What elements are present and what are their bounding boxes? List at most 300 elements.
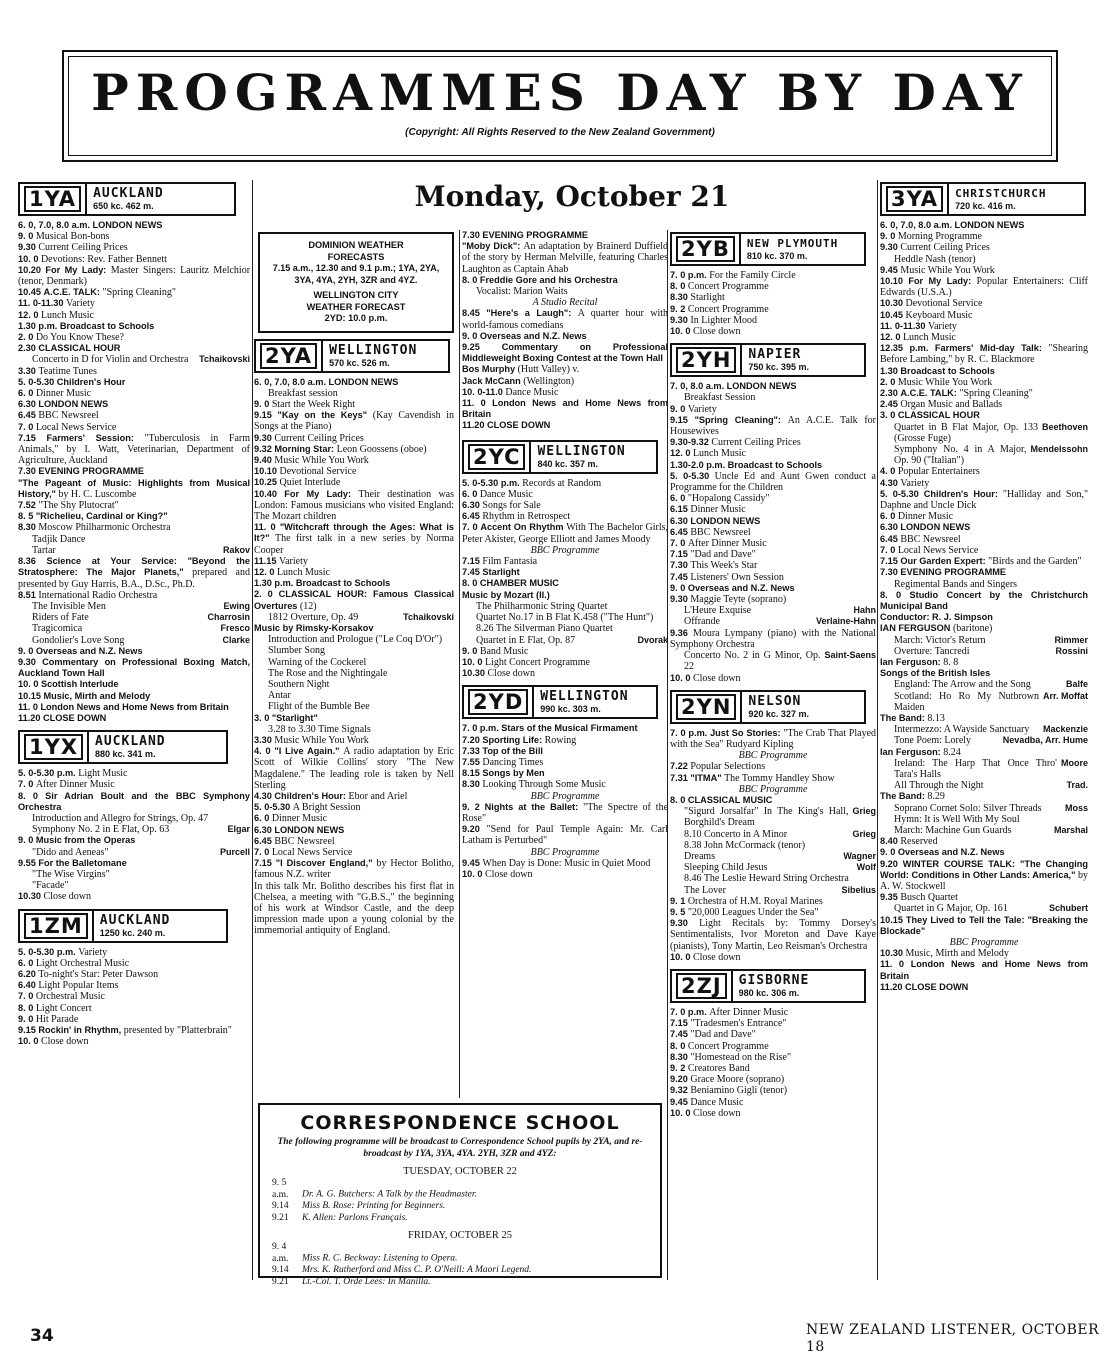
- listing-detail: Current Ceiling Prices: [38, 242, 128, 254]
- listing-entry: [18, 556, 250, 590]
- listing-entry: [462, 768, 668, 779]
- listing-entry: [18, 947, 250, 958]
- listing-detail: "Tuberculosis in Farm Animals," by I. Watt, Veterinarian, Department of Agriculture, Auckland: [18, 432, 250, 467]
- listing-entry: [880, 668, 1088, 679]
- listing-entry: [18, 1003, 250, 1014]
- listing-entry: [254, 645, 454, 656]
- listing-title: Studio Concert by the Christchurch Municipal Band: [880, 589, 1088, 611]
- station-city: CHRISTCHURCH: [955, 187, 1047, 200]
- listing-detail: (Hutt Valley) v.: [517, 364, 580, 376]
- listing-entry: [462, 723, 668, 734]
- listing-time: 9.35: [880, 892, 898, 903]
- listing-detail: 8.26 The Silverman Piano Quartet: [476, 623, 613, 635]
- listing-entry: [670, 594, 876, 605]
- listing-time: 9.15: [254, 410, 272, 421]
- listing-entry: [670, 404, 876, 415]
- listing-detail: Introduction and Prologue ("Le Coq D'Or"): [268, 634, 443, 646]
- listing-detail: Reserved: [900, 836, 938, 848]
- listing-time: 6.45: [254, 835, 272, 846]
- listing-time: 6. 0: [254, 813, 270, 824]
- listing-entry: [18, 657, 250, 679]
- listing-detail: A Bright Session: [292, 802, 361, 814]
- listing-entry: [254, 444, 454, 455]
- listing-time: 3. 0: [880, 410, 896, 421]
- listing-entry: [462, 567, 668, 578]
- listing-title: LONDON NEWS: [690, 515, 761, 526]
- listing-entry: [462, 858, 668, 869]
- listing-time: 9. 0: [880, 231, 896, 242]
- listing-detail: March: Machine Gun Guards: [894, 824, 1012, 836]
- listing-time: 7. 0 p.m.: [670, 1006, 707, 1017]
- listing-title: Commentary on Professional Middleweight Boxing Contest at the Town Hall: [462, 342, 668, 364]
- listing-detail: In Lighter Mood: [690, 314, 758, 326]
- station-call-sign: 1YX: [24, 734, 83, 760]
- listing-title: Songs by Men: [482, 768, 545, 779]
- listing-entry: [880, 377, 1088, 388]
- listing-detail: "Dad and Dave": [690, 1029, 756, 1041]
- weather-subtitle: FORECASTS: [327, 251, 385, 262]
- listing-time: 11.20: [880, 981, 903, 992]
- listing-detail: Busch Quartet: [900, 892, 958, 904]
- listing-detail: Starlight: [690, 292, 725, 304]
- listing-title: Scottish Interlude: [40, 679, 119, 690]
- listing-entry: [670, 829, 876, 840]
- station-header-1yx: [18, 730, 228, 764]
- correspondence-time: 9.14: [272, 1265, 289, 1275]
- listing-title: CLASSICAL HOUR: [38, 343, 121, 354]
- listing-detail: Tartar: [32, 544, 56, 556]
- listing-time: 8. 0: [670, 794, 686, 805]
- listing-time: 6.45: [880, 533, 898, 544]
- listing-time: 9. 0: [880, 847, 896, 858]
- listing-entry: [18, 545, 250, 556]
- listing-time: 9. 0: [18, 835, 34, 846]
- section-2yb: [670, 270, 876, 337]
- listing-entry: [670, 616, 876, 627]
- listing-detail: Music While You Work: [900, 264, 995, 276]
- listing-time: 9.30: [880, 242, 898, 253]
- listing-time: 8.45: [462, 308, 480, 319]
- listing-time: 10.15: [880, 914, 903, 925]
- correspondence-time: 9. 4 a.m.: [272, 1242, 289, 1264]
- correspondence-time: 9.14: [272, 1201, 289, 1211]
- listing-detail: Breakfast Session: [684, 392, 756, 404]
- listing-time: 10.25: [254, 477, 277, 488]
- listing-entry: [462, 623, 668, 634]
- listing-entry: [254, 589, 454, 611]
- column-rule: [252, 180, 253, 1280]
- listing-time: 9. 2: [670, 1062, 686, 1073]
- listing-entry: [462, 869, 668, 880]
- listing-entry: [18, 343, 250, 354]
- composer-name: Clarke: [222, 634, 250, 645]
- listing-time: 5. 0-5.30: [670, 470, 710, 481]
- station-header-2yc: [462, 440, 658, 474]
- listing-entry: [880, 691, 1088, 713]
- station-call-sign: 2ZJ: [676, 973, 727, 999]
- listing-entry: [670, 806, 876, 828]
- station-frequency: 570 kc. 526 m.: [329, 357, 390, 368]
- listing-entry: [18, 779, 250, 790]
- listing-detail: After Dinner Music: [687, 538, 767, 550]
- listing-detail: Light Recitals by: Tommy Dorsey's Sentimentalists, Ivor Moreton and Dave Kaye (pianists), Tony Martin, Leo Reisman's Orchestra: [670, 918, 876, 952]
- station-header-2yh: [670, 343, 866, 377]
- listing-entry: [18, 813, 250, 824]
- listing-entry: [670, 460, 876, 471]
- listing-entry: [880, 466, 1088, 477]
- listing-entry: [18, 1036, 250, 1047]
- listing-entry: [18, 590, 250, 601]
- station-frequency: 810 kc. 370 m.: [746, 251, 808, 261]
- programme-credit: BBC Programme: [949, 937, 1019, 948]
- listing-title: Children's Hour:: [274, 791, 346, 802]
- listing-title: Overseas and N.Z. News: [479, 330, 587, 341]
- weather-forecast-box: [258, 232, 454, 333]
- listing-detail: Lunch Music: [902, 332, 956, 344]
- listing-detail: Band Music: [479, 645, 529, 657]
- listing-title: LONDON NEWS: [954, 220, 1025, 230]
- listing-entry: [18, 768, 250, 779]
- listing-title: For the Balletomane: [38, 857, 127, 868]
- listing-detail: Quartet in G Major, Op. 161: [894, 903, 1008, 915]
- station-call-sign: 2YA: [260, 343, 317, 369]
- listing-entry: [670, 572, 876, 583]
- listing-detail: Teatime Tunes: [38, 365, 97, 377]
- composer-name: Schubert: [1048, 903, 1088, 914]
- listing-title: A.C.E. TALK:: [43, 287, 100, 298]
- station-city: WELLINGTON: [329, 342, 418, 358]
- correspondence-row: [272, 1213, 648, 1225]
- station-call-sign: 3YA: [886, 186, 943, 212]
- listing-entry: [18, 869, 250, 880]
- listing-entry: [670, 784, 876, 795]
- listing-title: "Spring Cleaning":: [694, 414, 781, 425]
- listing-entry: [670, 493, 876, 504]
- listing-time: 10. 0: [18, 1036, 39, 1047]
- listing-entry: [880, 522, 1088, 533]
- listing-detail: BBC Newsreel: [900, 533, 961, 545]
- listing-time: 7.45: [670, 1029, 688, 1040]
- listing-title: Ian Ferguson:: [880, 656, 941, 667]
- listing-detail: Light Orchestral Music: [35, 957, 130, 969]
- listing-detail: Southern Night: [268, 678, 330, 690]
- listing-entry: [670, 292, 876, 303]
- listing-entry: [254, 713, 454, 724]
- listing-entry: [462, 746, 668, 757]
- listing-time: 5. 0-5.30 p.m.: [462, 477, 520, 488]
- listing-detail: Lunch Music: [40, 309, 94, 321]
- listing-entry: [880, 321, 1088, 332]
- listing-detail: Uncle Ed and Aunt Gwen conduct a Programme for the Children: [670, 470, 876, 494]
- listing-detail: Morning Programme: [897, 231, 982, 243]
- listing-detail: The Philharmonic String Quartet: [476, 600, 608, 612]
- listing-detail: Devotional Service: [905, 298, 983, 310]
- listing-time: 9.20: [670, 1074, 688, 1085]
- listing-title: Ian Ferguson:: [880, 746, 941, 757]
- listing-time: 3.30: [18, 365, 36, 376]
- listing-detail: Dinner Music: [271, 813, 328, 825]
- listing-detail: 8. 8: [943, 656, 959, 668]
- correspondence-talk: K. Allen: Parlons Français.: [302, 1212, 408, 1223]
- listing-detail: "20,000 Leagues Under the Sea": [687, 906, 819, 918]
- listing-entry: [670, 918, 876, 952]
- listing-detail: 8.29: [927, 791, 945, 803]
- listing-detail: Do You Know These?: [35, 332, 124, 344]
- listing-entry: [670, 728, 876, 750]
- listing-detail: Regimental Bands and Singers: [894, 578, 1018, 590]
- listing-entry: [462, 241, 668, 275]
- weather-title: DOMINION WEATHER: [308, 240, 404, 250]
- listing-entry: [18, 824, 250, 835]
- listing-entry: [254, 813, 454, 824]
- listing-entry: [18, 466, 250, 477]
- listing-time: 6. 0, 7.0, 8.0 a.m.: [880, 220, 953, 230]
- listing-entry: [254, 634, 454, 645]
- listing-detail: Light Concert Programme: [484, 656, 590, 668]
- listing-detail: The Invisible Men: [32, 600, 106, 612]
- listing-entry: [18, 298, 250, 309]
- listing-entry: [670, 885, 876, 896]
- listing-entry: [670, 538, 876, 549]
- listing-detail: Keyboard Music: [905, 309, 973, 321]
- listing-detail: Devotional Service: [279, 466, 357, 478]
- listing-detail: The Lover: [684, 884, 726, 896]
- listing-detail: The Rose and the Nightingale: [268, 667, 388, 679]
- listing-title: EVENING PROGRAMME: [482, 230, 589, 240]
- listing-time: 8.30: [18, 522, 36, 533]
- listing-time: 7.30: [462, 230, 480, 240]
- listing-detail: Music, Mirth and Melody: [905, 948, 1009, 960]
- listing-detail: Lunch Music: [276, 566, 330, 578]
- listing-time: 2. 0: [254, 589, 273, 600]
- listing-entry: [880, 590, 1088, 612]
- composer-name: Hahn: [853, 605, 876, 616]
- station-frequency: 980 kc. 306 m.: [738, 987, 800, 998]
- listing-detail: Variety: [687, 403, 717, 415]
- listing-entry: [462, 802, 668, 824]
- listing-detail: This Week's Star: [690, 560, 758, 572]
- listing-detail: Quartet in B Flat Major, Op. 133 (Grosse Fuge): [894, 421, 1038, 444]
- listing-time: 8. 5: [18, 511, 34, 522]
- listing-title: "Kay on the Keys": [277, 410, 368, 421]
- listing-entry: [18, 354, 250, 365]
- listing-time: 6. 0: [18, 957, 34, 968]
- listing-entry: [670, 1074, 876, 1085]
- composer-name: Elgar: [227, 824, 250, 835]
- station-header-2yn: [670, 690, 866, 724]
- page-number: 34: [30, 1326, 54, 1346]
- listing-entry: [18, 377, 250, 388]
- listing-detail: Dance Music: [479, 488, 533, 500]
- listing-time: 6.45: [462, 511, 480, 522]
- listing-entry: [462, 668, 668, 679]
- composer-name: Rossini: [1055, 645, 1088, 656]
- page-title: PROGRAMMES DAY BY DAY: [91, 63, 1029, 122]
- station-header-3ya: [880, 182, 1086, 216]
- column-5: [880, 180, 1088, 1320]
- listing-time: 7.30: [18, 466, 36, 477]
- station-call-sign: 2YD: [468, 689, 528, 715]
- listing-time: 11. 0-11.30: [880, 320, 926, 331]
- listing-entry: [18, 969, 250, 980]
- listing-entry: [18, 858, 250, 869]
- composer-name: Nevadba, Arr. Hume: [1002, 735, 1088, 746]
- listing-time: 6.45: [18, 410, 36, 421]
- listing-entry: [254, 388, 454, 399]
- listing-time: 4.30: [880, 477, 898, 488]
- listing-entry: [254, 746, 454, 791]
- listing-time: 9. 0: [18, 1013, 34, 1024]
- composer-name: Trad.: [1066, 780, 1088, 791]
- listing-title: For My Lady:: [284, 488, 352, 499]
- section-2ya: [254, 377, 454, 937]
- listing-entry: [462, 342, 668, 364]
- listing-time: 9.40: [254, 454, 272, 465]
- listing-detail: Leon Goossens (oboe): [336, 443, 427, 455]
- listing-detail: Variety: [900, 477, 930, 489]
- station-header-2yd: [462, 685, 658, 719]
- listing-entry: [880, 679, 1088, 690]
- listing-entry: [18, 534, 250, 545]
- listing-title: Our Garden Expert:: [900, 556, 986, 567]
- listing-detail: Music While You Work: [897, 376, 993, 388]
- listing-entry: [670, 281, 876, 292]
- listing-entry: [254, 410, 454, 432]
- listing-time: 10.30: [18, 891, 41, 902]
- listing-detail: Overture: Tancredi: [894, 645, 970, 657]
- listing-title: Rockin' in Rhythm,: [38, 1025, 122, 1035]
- listing-detail: Dinner Music: [35, 388, 92, 400]
- listing-entry: [880, 635, 1088, 646]
- listing-detail: Close down: [692, 672, 741, 684]
- composer-name: Sibelius: [841, 884, 876, 895]
- listing-entry: [18, 980, 250, 991]
- listing-time: 2.30: [880, 388, 898, 399]
- listing-detail: Close down: [487, 668, 535, 680]
- listing-time: 10. 0: [670, 951, 691, 962]
- listing-entry: [18, 399, 250, 410]
- listing-title: CLASSICAL MUSIC: [687, 794, 773, 805]
- listing-detail: Creatores Band: [687, 1062, 750, 1074]
- station-city: GISBORNE: [738, 972, 810, 988]
- listing-detail: presented by "Platterbrain": [123, 1025, 232, 1036]
- listing-entry: [254, 522, 454, 556]
- listing-detail: A radio adaptation by Eric Scott of Wilkie Collins' story "The New Magdalene." The leading role is taken by Nell Sterling: [254, 746, 454, 791]
- listing-time: 9. 0: [462, 645, 478, 656]
- listing-entry: [670, 1029, 876, 1040]
- listing-entry: [18, 332, 250, 343]
- listing-entry: [880, 657, 1088, 668]
- listing-entry: [880, 859, 1088, 893]
- correspondence-day-1-rows: [272, 1178, 648, 1224]
- listing-title: Broadcast to Schools: [295, 578, 391, 589]
- listing-entry: [462, 601, 668, 612]
- listing-time: 7.45: [462, 567, 480, 578]
- listing-entry: [254, 433, 454, 444]
- section-2ya-evening: [462, 230, 668, 432]
- correspondence-row: [272, 1242, 648, 1265]
- listing-detail: The Tommy Handley Show: [724, 772, 835, 784]
- listing-detail: (Wellington): [523, 375, 575, 387]
- listing-detail: 8.10 Concerto in A Minor: [684, 828, 788, 840]
- listing-detail: Quartet in E Flat, Op. 87: [476, 634, 576, 646]
- station-city: NAPIER: [748, 347, 802, 363]
- listing-detail: by Hector Bolitho, famous N.Z. writer: [254, 858, 454, 881]
- listing-time: 10. 0: [18, 253, 39, 264]
- listing-detail: Antar: [268, 690, 291, 702]
- listing-detail: Organ Music and Ballads: [900, 399, 1003, 411]
- listing-time: 8.30: [670, 1051, 688, 1062]
- station-header-2ya: [254, 339, 450, 373]
- listing-title: Broadcast to Schools: [59, 320, 155, 331]
- correspondence-talk: Mrs. K. Rutherford and Miss C. P. O'Neill: A Maori Legend.: [302, 1265, 532, 1275]
- listing-time: 9. 1: [670, 895, 686, 906]
- listing-detail: Vocalist: Marion Waits: [476, 286, 568, 298]
- listing-title: Just So Stories:: [710, 727, 781, 738]
- day-heading: Monday, October 21: [414, 180, 730, 213]
- listing-entry: [18, 646, 250, 657]
- listing-entry: [254, 836, 454, 847]
- listing-entry: [254, 690, 454, 701]
- listing-title: CLOSE DOWN: [486, 420, 551, 431]
- listing-time: 9. 2: [462, 801, 480, 812]
- listing-title: For My Lady:: [908, 276, 972, 287]
- composer-name: Balfe: [1065, 679, 1088, 690]
- listing-title: "Moby Dick":: [462, 241, 521, 252]
- listing-entry: [462, 500, 668, 511]
- listing-entry: [18, 287, 250, 298]
- listing-time: 12. 0: [254, 566, 275, 577]
- section-2yc: [462, 478, 668, 680]
- listing-entry: [670, 549, 876, 560]
- listing-detail: An adaptation by Brainerd Duffield of the story by Herman Melville, featuring Charles Laughton as Captain Ahab: [462, 241, 668, 275]
- listing-entry: [18, 1025, 250, 1036]
- listing-entry: [880, 612, 1088, 623]
- listing-time: 9.30: [18, 656, 36, 667]
- listing-detail: "The Spectre of the Rose": [462, 801, 668, 824]
- listing-time: 10. 0: [18, 679, 39, 690]
- listing-entry: [18, 422, 250, 433]
- listing-entry: [462, 612, 668, 623]
- listing-detail: Close down: [692, 1107, 741, 1119]
- listing-entry: [880, 915, 1088, 937]
- listing-time: 7.30: [880, 567, 898, 578]
- listing-detail: BBC Newsreel: [38, 410, 99, 422]
- listing-time: 5. 0-5.30: [254, 802, 291, 813]
- listing-time: 9. 0: [18, 231, 34, 242]
- listing-title: LONDON NEWS: [274, 824, 345, 835]
- listing-time: 9.25: [462, 342, 480, 353]
- listing-detail: "Shearing Before Lambing," by R. C. Blackmore: [880, 343, 1088, 366]
- station-call-sign: 2YC: [468, 444, 525, 470]
- listing-entry: [880, 803, 1088, 814]
- listing-time: 8. 0: [462, 274, 478, 285]
- listing-entry: [670, 1085, 876, 1096]
- listing-time: 7. 0: [462, 522, 478, 533]
- listing-title: The Band:: [880, 712, 925, 723]
- listing-detail: Devotions: Rev. Father Bennett: [40, 253, 167, 265]
- listing-title: Accent On Rhythm: [480, 522, 564, 533]
- listing-detail: Popular Selections: [690, 761, 766, 773]
- listing-entry: [670, 437, 876, 448]
- listing-entry: [880, 444, 1088, 466]
- listing-entry: [670, 583, 876, 594]
- listing-time: 8.15: [462, 768, 480, 779]
- listing-title: Overseas and N.Z. News: [35, 645, 143, 656]
- listing-detail: "Hopalong Cassidy": [687, 493, 770, 505]
- listing-detail: Orchestral Music: [35, 991, 105, 1003]
- listing-detail: Soprano Cornet Solo: Silver Threads: [894, 802, 1042, 814]
